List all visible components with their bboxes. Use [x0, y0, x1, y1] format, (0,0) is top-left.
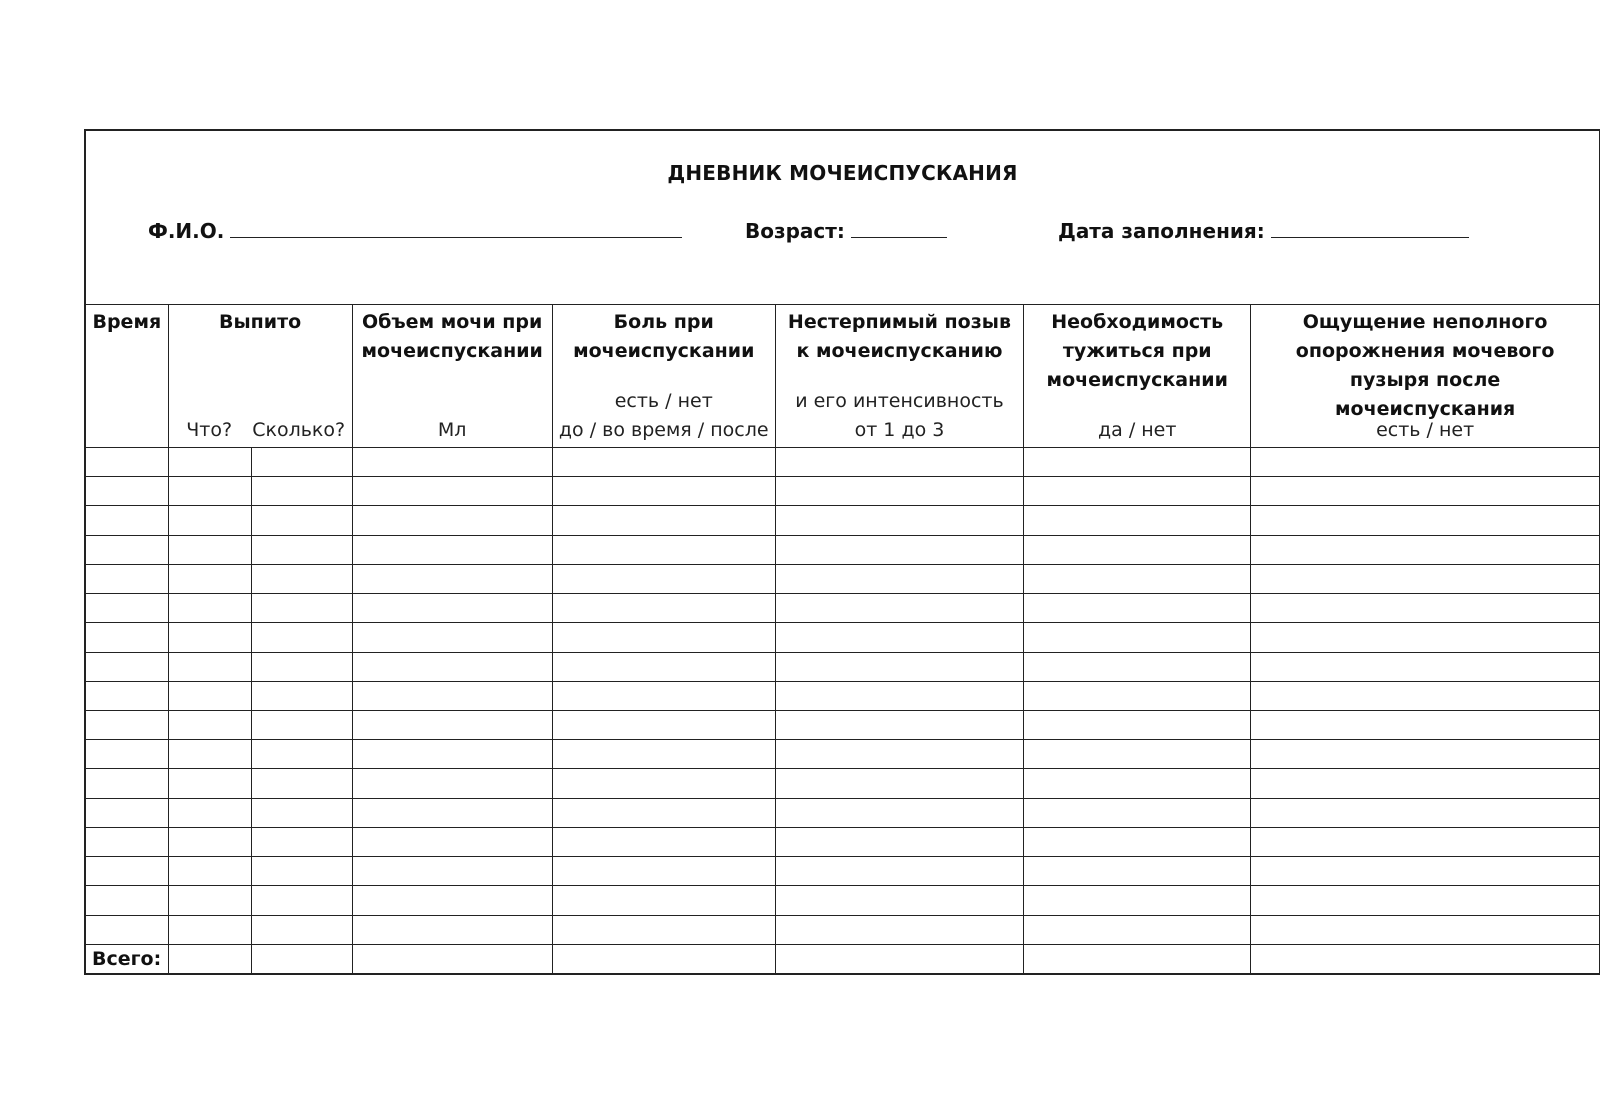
table-row: [86, 857, 1599, 886]
table-cell[interactable]: [552, 681, 775, 710]
table-cell[interactable]: [251, 740, 352, 769]
table-cell[interactable]: [775, 827, 1024, 856]
table-cell[interactable]: [86, 710, 168, 739]
col-pain-header: Боль при мочеиспускании есть / нет до / во время / после: [552, 305, 775, 448]
drunk-how-much-label: Сколько?: [252, 419, 346, 441]
table-cell[interactable]: [1024, 915, 1251, 944]
table-cell[interactable]: [1024, 798, 1251, 827]
table-cell[interactable]: [168, 594, 251, 623]
date-blank-line[interactable]: [1271, 217, 1469, 238]
table-cell[interactable]: [775, 623, 1024, 652]
table-cell[interactable]: [1251, 886, 1599, 915]
table-cell[interactable]: [775, 769, 1024, 798]
table-row: [86, 740, 1599, 769]
table-cell[interactable]: [251, 623, 352, 652]
table-cell[interactable]: [1251, 623, 1599, 652]
table-cell[interactable]: [1024, 477, 1251, 506]
table-cell[interactable]: [552, 886, 775, 915]
table-cell[interactable]: [775, 915, 1024, 944]
col-incomplete-header: Ощущение неполного опорожнения мочевого пузыря после мочеиспускания есть / нет: [1251, 305, 1599, 448]
col-volume-header: Объем мочи при мочеиспускании Мл: [352, 305, 552, 448]
diary-form: [84, 129, 1600, 975]
form-meta-fields: [86, 217, 1599, 247]
table-row: [86, 710, 1599, 739]
table-cell[interactable]: [168, 535, 251, 564]
table-cell[interactable]: [168, 798, 251, 827]
table-cell[interactable]: [168, 827, 251, 856]
fio-field: [148, 217, 682, 243]
table-cell[interactable]: [352, 915, 552, 944]
table-cell[interactable]: [1251, 769, 1599, 798]
date-label: Дата заполнения:: [1058, 219, 1265, 243]
table-cell[interactable]: [775, 594, 1024, 623]
table-row: [86, 915, 1599, 944]
table-cell[interactable]: [1251, 652, 1599, 681]
table-cell[interactable]: [352, 623, 552, 652]
table-cell[interactable]: [86, 564, 168, 593]
table-cell[interactable]: [352, 857, 552, 886]
pain-options-label: есть / нет: [614, 390, 713, 412]
table-cell[interactable]: [552, 623, 775, 652]
table-row: [86, 769, 1599, 798]
table-cell[interactable]: [1024, 652, 1251, 681]
table-cell[interactable]: [1251, 857, 1599, 886]
table-cell[interactable]: [1024, 827, 1251, 856]
table-cell[interactable]: [86, 857, 168, 886]
fio-blank-line[interactable]: [230, 217, 682, 238]
table-cell[interactable]: [775, 652, 1024, 681]
table-row: [86, 798, 1599, 827]
table-cell[interactable]: [1024, 594, 1251, 623]
table-cell[interactable]: [775, 886, 1024, 915]
table-cell[interactable]: [1024, 886, 1251, 915]
table-cell[interactable]: [251, 769, 352, 798]
diary-table: [86, 304, 1599, 973]
table-cell[interactable]: [1024, 623, 1251, 652]
date-field: [1058, 217, 1469, 243]
table-cell[interactable]: [251, 448, 352, 477]
table-cell[interactable]: [86, 535, 168, 564]
table-cell[interactable]: [352, 477, 552, 506]
table-cell[interactable]: [86, 594, 168, 623]
table-cell[interactable]: [1024, 740, 1251, 769]
table-cell[interactable]: [775, 710, 1024, 739]
table-cell[interactable]: [86, 477, 168, 506]
table-cell[interactable]: [168, 857, 251, 886]
table-cell[interactable]: [352, 506, 552, 535]
table-cell[interactable]: [775, 798, 1024, 827]
table-cell[interactable]: [352, 944, 552, 973]
pain-timing-label: до / во время / после: [558, 419, 769, 441]
table-cell[interactable]: [1251, 915, 1599, 944]
table-cell[interactable]: [552, 857, 775, 886]
volume-unit-label: Мл: [437, 419, 467, 441]
col-strain-header: Необходимость тужиться при мочеиспускании да / нет: [1024, 305, 1251, 448]
table-cell[interactable]: [775, 535, 1024, 564]
table-cell[interactable]: [251, 915, 352, 944]
table-cell[interactable]: [552, 798, 775, 827]
table-cell[interactable]: [775, 857, 1024, 886]
table-cell[interactable]: [552, 944, 775, 973]
table-cell[interactable]: [1024, 769, 1251, 798]
table-cell[interactable]: [552, 915, 775, 944]
table-cell[interactable]: [1251, 681, 1599, 710]
table-cell[interactable]: [168, 623, 251, 652]
table-cell[interactable]: [352, 798, 552, 827]
table-cell[interactable]: [86, 827, 168, 856]
table-cell[interactable]: [251, 827, 352, 856]
table-cell[interactable]: [352, 710, 552, 739]
table-cell[interactable]: [86, 623, 168, 652]
table-cell[interactable]: [168, 740, 251, 769]
table-cell[interactable]: [1024, 564, 1251, 593]
table-cell[interactable]: [86, 506, 168, 535]
table-cell[interactable]: [168, 681, 251, 710]
table-cell[interactable]: [552, 827, 775, 856]
table-cell[interactable]: [168, 448, 251, 477]
table-row: [86, 681, 1599, 710]
age-label: Возраст:: [745, 219, 845, 243]
col-drunk-header: Выпито Что? Сколько?: [168, 305, 352, 448]
table-cell[interactable]: [86, 681, 168, 710]
table-cell[interactable]: [251, 710, 352, 739]
table-row: [86, 594, 1599, 623]
table-row: [86, 623, 1599, 652]
table-cell[interactable]: [1024, 535, 1251, 564]
table-cell[interactable]: [251, 652, 352, 681]
incomplete-options-label: есть / нет: [1376, 419, 1475, 441]
table-cell[interactable]: [352, 448, 552, 477]
table-row: [86, 477, 1599, 506]
table-row: [86, 886, 1599, 915]
table-cell[interactable]: [251, 506, 352, 535]
table-cell[interactable]: [251, 798, 352, 827]
table-cell[interactable]: [1251, 448, 1599, 477]
table-cell[interactable]: [1251, 564, 1599, 593]
document-title: ДНЕВНИК МОЧЕИСПУСКАНИЯ: [667, 161, 1018, 185]
table-cell[interactable]: [1024, 710, 1251, 739]
table-cell[interactable]: [1251, 594, 1599, 623]
table-cell[interactable]: [86, 886, 168, 915]
table-cell[interactable]: [552, 564, 775, 593]
table-cell[interactable]: [86, 652, 168, 681]
table-cell[interactable]: [86, 769, 168, 798]
table-cell[interactable]: [168, 652, 251, 681]
table-cell[interactable]: [251, 857, 352, 886]
table-cell[interactable]: [1024, 681, 1251, 710]
total-label: Всего:: [86, 944, 168, 973]
table-cell[interactable]: [552, 594, 775, 623]
table-cell[interactable]: [168, 944, 251, 973]
table-cell[interactable]: [552, 710, 775, 739]
table-cell[interactable]: [1251, 827, 1599, 856]
table-cell[interactable]: [1251, 740, 1599, 769]
table-cell[interactable]: [775, 448, 1024, 477]
table-cell[interactable]: [251, 944, 352, 973]
table-cell[interactable]: [1024, 448, 1251, 477]
table-cell[interactable]: [1024, 857, 1251, 886]
urge-scale-label: от 1 до 3: [854, 419, 945, 441]
table-cell[interactable]: [251, 681, 352, 710]
table-cell[interactable]: [775, 506, 1024, 535]
table-cell[interactable]: [1024, 506, 1251, 535]
table-cell[interactable]: [1251, 710, 1599, 739]
table-cell[interactable]: [352, 827, 552, 856]
table-cell[interactable]: [168, 886, 251, 915]
strain-options-label: да / нет: [1098, 419, 1177, 441]
table-cell[interactable]: [86, 740, 168, 769]
table-cell[interactable]: [775, 740, 1024, 769]
table-cell[interactable]: [168, 564, 251, 593]
urge-intensity-label: и его интенсивность: [795, 390, 1004, 412]
table-cell[interactable]: [1024, 944, 1251, 973]
age-field: [745, 217, 947, 243]
table-cell[interactable]: [352, 594, 552, 623]
table-row: [86, 564, 1599, 593]
table-cell[interactable]: [352, 652, 552, 681]
table-cell[interactable]: [352, 535, 552, 564]
table-cell[interactable]: [1251, 944, 1599, 973]
table-cell[interactable]: [1251, 477, 1599, 506]
col-urge-header: Нестерпимый позыв к мочеиспусканию и его интенсивность от 1 до 3: [775, 305, 1024, 448]
table-cell[interactable]: [352, 740, 552, 769]
table-row: [86, 448, 1599, 477]
table-cell[interactable]: [552, 477, 775, 506]
table-cell[interactable]: [168, 710, 251, 739]
table-cell[interactable]: [251, 594, 352, 623]
table-cell[interactable]: [775, 681, 1024, 710]
diary-rows: [86, 448, 1599, 974]
table-cell[interactable]: [168, 769, 251, 798]
table-cell[interactable]: [168, 477, 251, 506]
table-cell[interactable]: [552, 769, 775, 798]
table-cell[interactable]: [1251, 798, 1599, 827]
table-row: [86, 535, 1599, 564]
table-cell[interactable]: [1251, 506, 1599, 535]
total-row: [86, 944, 1599, 973]
table-row: [86, 827, 1599, 856]
table-cell[interactable]: [86, 915, 168, 944]
table-cell[interactable]: [352, 681, 552, 710]
drunk-what-label: Что?: [186, 419, 233, 441]
table-cell[interactable]: [552, 535, 775, 564]
table-cell[interactable]: [251, 564, 352, 593]
table-cell[interactable]: [552, 506, 775, 535]
table-cell[interactable]: [352, 564, 552, 593]
table-cell[interactable]: [775, 477, 1024, 506]
table-cell[interactable]: [552, 652, 775, 681]
table-cell[interactable]: [552, 448, 775, 477]
fio-label: Ф.И.О.: [148, 219, 225, 243]
table-cell[interactable]: [251, 886, 352, 915]
age-blank-line[interactable]: [851, 217, 947, 238]
table-cell[interactable]: [168, 506, 251, 535]
table-cell[interactable]: [352, 886, 552, 915]
table-cell[interactable]: [1251, 535, 1599, 564]
table-row: [86, 506, 1599, 535]
table-cell[interactable]: [86, 448, 168, 477]
table-cell[interactable]: [352, 769, 552, 798]
table-cell[interactable]: [251, 477, 352, 506]
table-cell[interactable]: [86, 798, 168, 827]
table-cell[interactable]: [775, 944, 1024, 973]
col-time-header: Время: [86, 305, 168, 448]
table-row: [86, 652, 1599, 681]
table-cell[interactable]: [168, 915, 251, 944]
table-cell[interactable]: [251, 535, 352, 564]
table-cell[interactable]: [552, 740, 775, 769]
table-cell[interactable]: [775, 564, 1024, 593]
